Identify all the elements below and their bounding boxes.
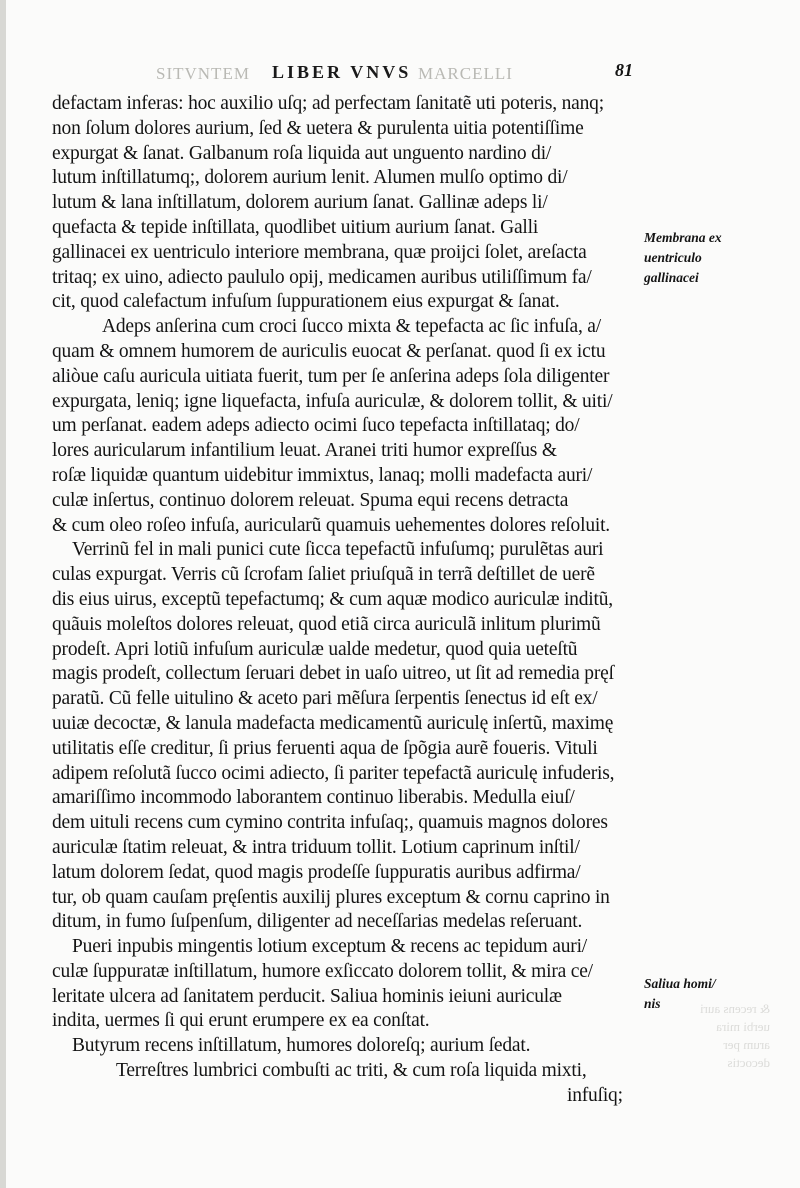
bleed-line: arum per: [723, 1037, 770, 1052]
text-line: latum dolorem ſedat, quod magis prodeſſe ſuppuratis auribus adfirma/: [52, 861, 581, 883]
margin-note-line: uentriculo: [644, 250, 702, 265]
page-number: 81: [615, 60, 633, 80]
text-line: prodeſt. Apri lotiũ infuſum auriculæ ualde medetur, quod quia ueteſtũ: [52, 638, 578, 660]
text-line: lores auricularum infantilium leuat. Aranei triti humor expreſſus &: [52, 440, 557, 462]
running-header: [150, 62, 670, 86]
text-line: amariſſimo incommodo laborantem continuo liberabis. Medulla eiuſ/: [52, 787, 575, 809]
text-line: aliòue caſu auricula uitiata fuerit, tum per ſe anſerina adeps ſola diligenter: [52, 365, 610, 387]
text-line: roſæ liquidæ quantum uidebitur immixtus, lanaq; molli madefacta auri/: [52, 464, 593, 486]
binding-edge: [0, 0, 6, 1188]
running-title: LIBER VNVS: [272, 62, 412, 82]
text-line: uuiæ decoctæ, & lanula madefacta medicamentũ auriculę inſertũ, maximę: [52, 712, 614, 734]
bleed-line: & recens auri: [699, 1001, 770, 1016]
text-line: ditum, in fumo ſuſpenſum, diligenter ad neceſſarias medelas reſeruant.: [52, 911, 583, 933]
margin-note-membrana: [644, 228, 722, 288]
text-line: defactam inferas: hoc auxilio uſq; ad perfectam ſanitatẽ uti poteris, nanq;: [52, 93, 604, 114]
text-line: gallinacei ex uentriculo interiore membrana, quæ proijci ſolet, areſacta: [52, 241, 587, 263]
text-line: & cum oleo roſeo infuſa, auricularũ quamuis uehementes dolores reſoluit.: [52, 514, 610, 536]
text-line: magis prodeſt, collectum ſeruari debet in uaſo uitreo, ut ſit ad remedia pręſ: [52, 663, 614, 685]
ghost-header-right: MARCELLI: [418, 64, 513, 83]
text-line: lutum inſtillatumq;, dolorem aurium lenit. Alumen mulſo optimo di/: [52, 167, 568, 189]
text-line: culæ ſuppuratæ inſtillatum, humore exſiccato dolorem tollit, & mira ce/: [52, 960, 593, 982]
text-line: lutum & lana inſtillatum, dolorem aurium ſanat. Gallinæ adeps li/: [52, 192, 548, 214]
text-line: Pueri inpubis mingentis lotium exceptum & recens ac tepidum auri/: [72, 936, 588, 958]
text-line: adipem reſolutã ſucco ocimi adiecto, ſi pariter tepefactã auriculę infuderis,: [52, 762, 615, 784]
ghost-header-left: SITVNTEM: [156, 64, 250, 83]
text-line: dis eius uirus, exceptũ tepefactumq; & cum aquæ modico auriculæ inditũ,: [52, 588, 613, 610]
body-text: [52, 92, 642, 1109]
text-line: tritaq; ex uino, adiecto paululo opij, medicamen auribus utiliſſimum fa/: [52, 266, 592, 288]
margin-note-line: gallinacei: [644, 270, 699, 285]
margin-note-saliua: [644, 974, 716, 1014]
margin-note-line: nis: [644, 996, 661, 1011]
text-line: auriculæ ſtatim releuat, & intra triduum tollit. Lotium caprinum inſtil/: [52, 836, 580, 858]
margin-note-line: Saliua homi/: [644, 976, 716, 991]
text-line: indita, uermes ſi qui erunt erumpere ex ea conſtat.: [52, 1010, 430, 1032]
text-line: um perſanat. eadem adeps adiecto ocimi ſuco tepefacta inſtillataq; do/: [52, 415, 580, 437]
bleed-line: uerbi mira: [716, 1019, 770, 1034]
text-line: infuſiq;: [567, 1084, 623, 1106]
text-line: quefacta & tepide inſtillata, quodlibet uitium aurium ſanat. Galli: [52, 216, 539, 238]
text-line: quãuis moleſtos dolores releuat, quod etiã circa auriculã inlitum plurimũ: [52, 613, 601, 635]
text-line: paratũ. Cũ felle uitulino & aceto pari mẽſura ſerpentis ſenectus id eſt ex/: [52, 688, 598, 710]
text-line: non ſolum dolores aurium, ſed & uetera & purulenta uitia potentiſſime: [52, 117, 584, 139]
margin-note-line: Membrana ex: [644, 230, 722, 245]
text-line: Verrinũ fel in mali punici cute ſicca tepefactũ infuſumq; purulẽtas auri: [72, 539, 604, 561]
text-line: quam & omnem humorem de auriculis euocat & perſanat. quod ſi ex ictu: [52, 340, 606, 362]
text-line: Butyrum recens inſtillatum, humores doloreſq; aurium ſedat.: [72, 1035, 531, 1057]
text-line: Terreſtres lumbrici combuſti ac triti, & cum roſa liquida mixti,: [116, 1060, 587, 1082]
text-line: utilitatis eſſe creditur, ſi prius feruenti aqua de ſpõgia aurẽ foueris. Vituli: [52, 737, 598, 759]
text-line: tur, ob quam cauſam pręſentis auxilij plures exceptum & cornu caprino in: [52, 886, 610, 908]
text-line: expurgat & ſanat. Galbanum roſa liquida aut unguento nardino di/: [52, 142, 552, 164]
bleed-line: decoctis: [727, 1055, 770, 1070]
text-line: culæ inſertus, continuo dolorem releuat. Spuma equi recens detracta: [52, 489, 569, 511]
text-line: expurgata, leniq; igne liquefacta, infuſa auriculæ, & dolorem tollit, & uiti/: [52, 390, 613, 412]
text-line: dem uituli recens cum cymino contrita infuſaq;, quamuis magnos dolores: [52, 812, 608, 834]
bleed-through-text: [620, 1000, 770, 1120]
text-line: Adeps anſerina cum croci ſucco mixta & tepefacta ac ſic infuſa, a/: [102, 316, 601, 338]
text-line: leritate ulcera ad ſanitatem perducit. Saliua hominis ieiuni auriculæ: [52, 985, 562, 1007]
text-line: culas expurgat. Verris cũ ſcrofam ſaliet priuſquã in terrã deſtillet de uerẽ: [52, 564, 595, 586]
text-line: cit, quod calefactum infuſum ſuppurationem eius expurgat & ſanat.: [52, 291, 560, 313]
